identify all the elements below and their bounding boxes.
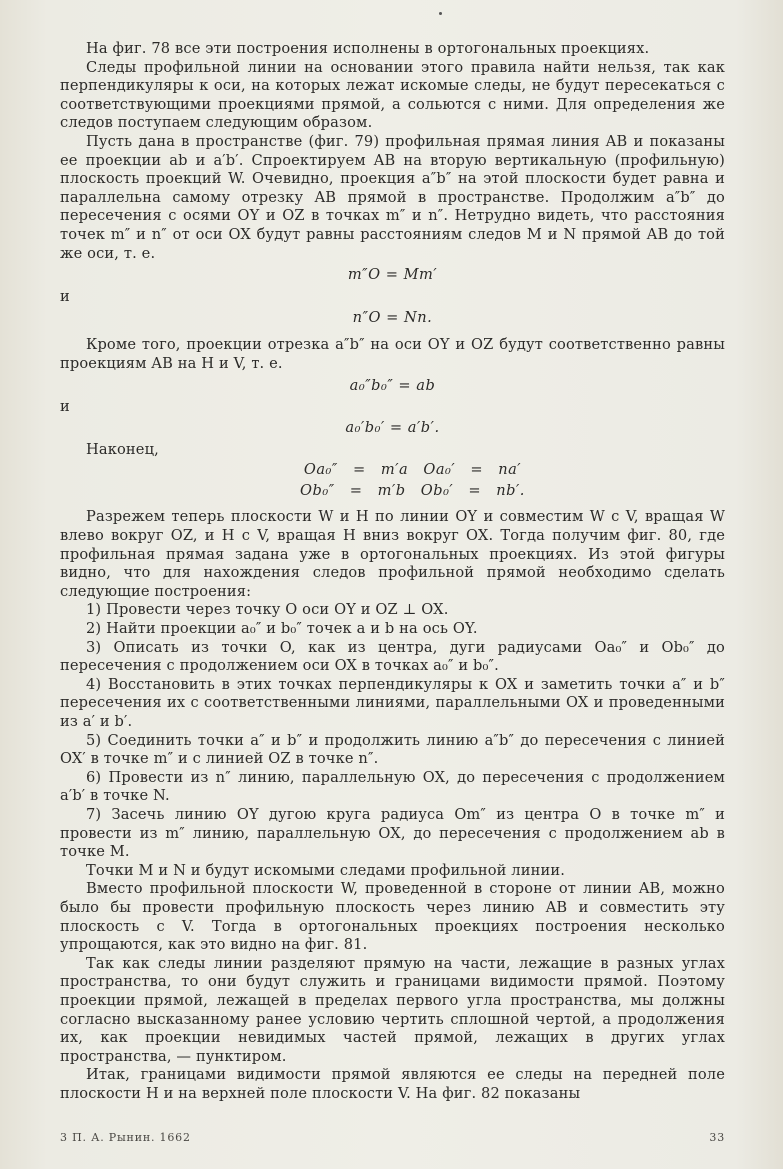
conjunction: и bbox=[60, 287, 70, 305]
paragraph-projections: Кроме того, проекции отрезка a″b″ на оси OY и OZ будут соответственно равны проекциям AB на H и V, т. е. bbox=[60, 336, 725, 372]
step-3: 3) Описать из точки O, как из центра, дуги радиусами Oa₀″ и Ob₀″ до пересечения с продолжением оси OX в точках a₀″ и b₀″. bbox=[60, 638, 725, 675]
step-4: 4) Восстановить в этих точках перпендикуляры к OX и заметить точки a″ и b″ пересечения их с соответственными линиями, параллельными OX и проведенными из a′ и b′. bbox=[60, 675, 725, 730]
formula-oa: Oa₀″ = m′a Oa₀′ = na′ bbox=[303, 461, 522, 479]
page-body bbox=[60, 40, 725, 1103]
formula-ob: Ob₀″ = m′b Ob₀′ = nb′. bbox=[300, 481, 525, 499]
paragraph-alternative: Вместо профильной плоскости W, проведенной в стороне от линии AB, можно было бы провести профильную плоскость через линию AB и совместить эту плоскость с V. Тогда в ортогональных проекциях построения несколько упрощаются, как это видно на фиг. 81. bbox=[60, 880, 725, 954]
paragraph-finally: Наконец, bbox=[86, 440, 159, 458]
paragraph-given-line: Пусть дана в пространстве (фиг. 79) профильная прямая линия AB и показаны ее проекции ab и a′b′. Спроектируем AB на вторую вертикальную (профильную) плоскость проекций W. Очевидно, проекция a″b″ на этой плоскости будет равна и параллельна самому отрезку AB прямой в пространстве. Продолжим a″b″ до пересечения с осями OY и OZ в точках m″ и n″. Нетрудно видеть, что расстояния точек m″ и n″ от оси OX будут равны расстояниям следов M и N прямой AB до той же оси, т. е. bbox=[60, 132, 725, 262]
formula-n: n″O = Nn. bbox=[352, 308, 433, 326]
step-5: 5) Соединить точки a″ и b″ и продолжить линию a″b″ до пересечения с линией OX′ в точке m″ и с линией OZ в точке n″. bbox=[60, 731, 725, 768]
paragraph-conclusion: Итак, границами видимости прямой являются ее следы на передней поле плоскости H и на верхней поле плоскости V. На фиг. 82 показаны bbox=[60, 1066, 725, 1102]
paragraph-traces-result: Точки M и N и будут искомыми следами профильной линии. bbox=[86, 861, 566, 879]
formula-m: m″O = Mm′ bbox=[347, 266, 438, 284]
paragraph-rotation: Разрежем теперь плоскости W и H по линии OY и совместим W с V, вращая W влево вокруг OZ, и H с V, вращая H вниз вокруг OX. Тогда получим фиг. 80, где профильная прямая задана уже в ортогональных проекциях. Из этой фигуры видно, что для нахождения следов профильной прямой необходимо сделать следующие построения: bbox=[60, 508, 725, 600]
page-number: 33 bbox=[709, 1131, 725, 1144]
printer-signature: 3 П. А. Рынин. 1662 bbox=[60, 1131, 191, 1144]
step-6: 6) Провести из n″ линию, параллельную OX, до пересечения с продолжением a′b′ в точке N. bbox=[60, 768, 725, 805]
formula-ab-prime: a₀′b₀′ = a′b′. bbox=[345, 419, 440, 437]
step-7: 7) Засечь линию OY дугою круга радиуса Om″ из центра O в точке m″ и провести из m″ линию, параллельную OX, до пересечения с продолжением ab в точке M. bbox=[60, 805, 725, 861]
paragraph-intro: На фиг. 78 все эти построения исполнены в ортогональных проекциях. bbox=[86, 40, 650, 57]
print-speck bbox=[439, 12, 442, 15]
step-2: 2) Найти проекции a₀″ и b₀″ точек a и b на ось OY. bbox=[86, 620, 478, 638]
conjunction-row bbox=[60, 288, 725, 306]
paragraph-visibility: Так как следы линии разделяют прямую на части, лежащие в разных углах пространства, то они будут служить и границами видимости прямой. Поэтому проекции прямой, лежащей в пределах первого угла пространства, мы должны согласно высказанному ранее условию чертить сплошной чертой, а продолжения их, как проекции невидимых частей прямой, лежащих в других углах пространства, — пунктиром. bbox=[60, 954, 725, 1065]
step-1: 1) Провести через точку O оси OY и OZ ⊥ OX. bbox=[86, 601, 449, 619]
conjunction-row bbox=[60, 398, 725, 416]
conjunction: и bbox=[60, 398, 70, 416]
formula-ab: a₀″b₀″ = ab bbox=[349, 376, 436, 394]
paragraph-profile-traces: Следы профильной линии на основании этого правила найти нельзя, так как перпендикуляры к оси, на которых лежат искомые следы, не будут пересекаться с соответствующими проекциями прямой, а сольются с ними. Для определения же следов поступаем следующим образом. bbox=[60, 58, 725, 132]
